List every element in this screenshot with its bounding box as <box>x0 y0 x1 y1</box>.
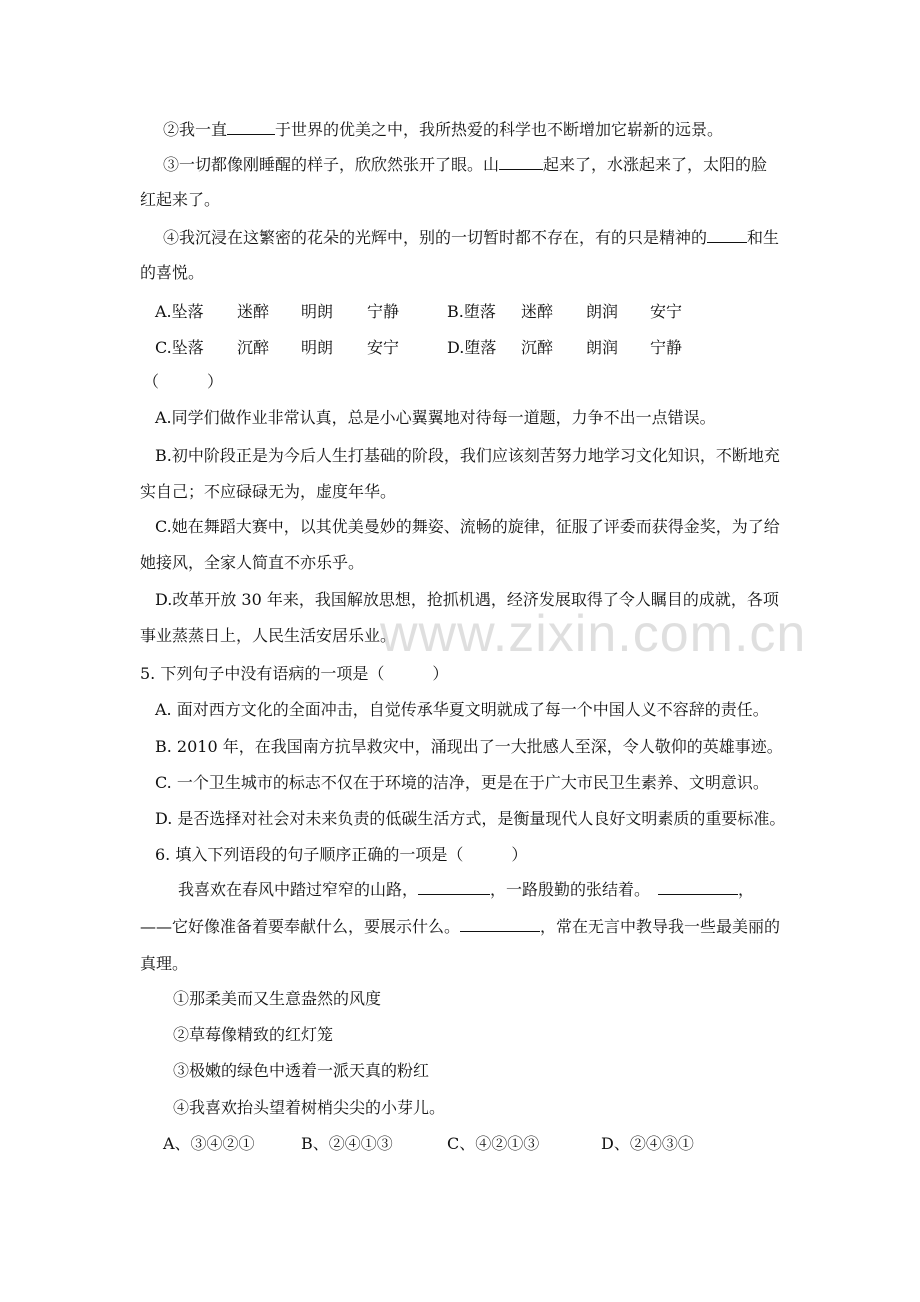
q6-passage-line1 <box>178 880 754 900</box>
q6-passage-line2 <box>140 917 780 937</box>
prev-q-line-4b: 的喜悦。 <box>140 263 205 282</box>
q6-blank-1 <box>418 880 490 895</box>
opt-b-label: B.堕落 <box>447 302 496 321</box>
opt-a-w4: 宁静 <box>367 302 400 321</box>
q6-blank-3 <box>460 917 540 932</box>
text-seg: 起来了，水涨起来了，太阳的脸 <box>543 155 768 174</box>
text-seg: ②我一直 <box>163 120 228 139</box>
q4-option-b-line1: B.初中阶段正是为今后人生打基础的阶段，我们应该刻苦努力地学习文化知识，不断地充 <box>155 446 780 465</box>
blank-2 <box>499 155 543 170</box>
q4-option-a: A.同学们做作业非常认真，总是小心翼翼地对待每一道题，力争不出一点错误。 <box>155 408 716 427</box>
q6-option-c: C、④②①③ <box>447 1134 540 1153</box>
q6-sentence-4: ④我喜欢抬头望着树梢尖尖的小芽儿。 <box>173 1098 446 1117</box>
opt-d-w4: 宁静 <box>650 338 683 357</box>
text-seg: ， <box>738 880 755 899</box>
q5-option-b: B. 2010 年，在我国南方抗旱救灾中，涌现出了一大批感人至深，令人敬仰的英雄事迹。 <box>155 737 783 756</box>
opt-b-w3: 朗润 <box>586 302 619 321</box>
opt-d-label: D.堕落 <box>447 338 497 357</box>
blank-3 <box>707 228 747 243</box>
q6-option-a: A、③④②① <box>163 1134 255 1153</box>
prev-q-line-4 <box>163 228 779 248</box>
q6-sentence-3: ③极嫩的绿色中透着一派天真的粉红 <box>173 1061 430 1080</box>
text-seg: ——它好像准备着要奉献什么，要展示什么。 <box>140 917 461 936</box>
q6-sentence-2: ②草莓像精致的红灯笼 <box>173 1025 334 1044</box>
q4-option-b-line2: 实自己；不应碌碌无为，虚度年华。 <box>140 482 397 501</box>
q6-option-d: D、②④③① <box>601 1134 694 1153</box>
q4-answer-paren: （ ） <box>143 372 224 391</box>
q6-blank-2 <box>658 880 738 895</box>
prev-q-line-3b: 红起来了。 <box>140 190 221 209</box>
q4-option-d-line1: D.改革开放 30 年来，我国解放思想，抢抓机遇，经济发展取得了令人瞩目的成就，各项 <box>155 590 779 609</box>
blank-1 <box>227 120 275 135</box>
q5-option-a: A. 面对西方文化的全面冲击，自觉传承华夏文明就成了每一个中国人义不容辞的责任。 <box>155 700 769 719</box>
q6-title: 6. 填入下列语段的句子顺序正确的一项是（ ） <box>155 845 528 864</box>
q6-passage-line3: 真理。 <box>140 954 189 973</box>
q4-option-c-line1: C.她在舞蹈大赛中，以其优美曼妙的舞姿、流畅的旋律，征服了评委而获得金奖，为了给 <box>155 517 780 536</box>
opt-c-w4: 安宁 <box>367 338 400 357</box>
q4-option-c-line2: 她接风，全家人简直不亦乐乎。 <box>140 553 365 572</box>
q4-option-d-line2: 事业蒸蒸日上，人民生活安居乐业。 <box>140 626 397 645</box>
q6-sentence-1: ①那柔美而又生意盎然的风度 <box>173 989 382 1008</box>
opt-c-w3: 明朗 <box>301 338 334 357</box>
watermark: www.zixin.com.cn <box>380 605 807 663</box>
opt-a-label: A.坠落 <box>155 302 204 321</box>
opt-b-w4: 安宁 <box>650 302 683 321</box>
prev-q-line-3 <box>163 155 767 175</box>
opt-b-w2: 迷醉 <box>521 302 554 321</box>
opt-a-w3: 明朗 <box>301 302 334 321</box>
opt-d-w3: 朗润 <box>586 338 619 357</box>
opt-d-w2: 沉醉 <box>521 338 554 357</box>
text-seg: 我喜欢在春风中踏过窄窄的山路， <box>178 880 419 899</box>
text-seg: 和生 <box>747 228 780 247</box>
q5-option-d: D. 是否选择对社会对未来负责的低碳生活方式，是衡量现代人良好文明素质的重要标准。 <box>155 809 786 828</box>
q6-option-b: B、②④①③ <box>301 1134 393 1153</box>
prev-q-line-2 <box>163 120 723 140</box>
opt-c-w2: 沉醉 <box>237 338 270 357</box>
q5-option-c: C. 一个卫生城市的标志不仅在于环境的洁净，更是在于广大市民卫生素养、文明意识。 <box>155 773 769 792</box>
text-seg: ④我沉浸在这繁密的花朵的光辉中，别的一切暂时都不存在，有的只是精神的 <box>163 228 708 247</box>
q5-title: 5. 下列句子中没有语病的一项是（ ） <box>140 664 449 683</box>
opt-a-w2: 迷醉 <box>237 302 270 321</box>
text-seg: ，一路殷勤的张结着。 <box>490 880 651 899</box>
text-seg: ③一切都像刚睡醒的样子，欣欣然张开了眼。山 <box>163 155 500 174</box>
text-seg: ，常在无言中教导我一些最美丽的 <box>540 917 781 936</box>
text-seg: 于世界的优美之中，我所热爱的科学也不断增加它崭新的远景。 <box>275 120 724 139</box>
opt-c-label: C.坠落 <box>155 338 204 357</box>
